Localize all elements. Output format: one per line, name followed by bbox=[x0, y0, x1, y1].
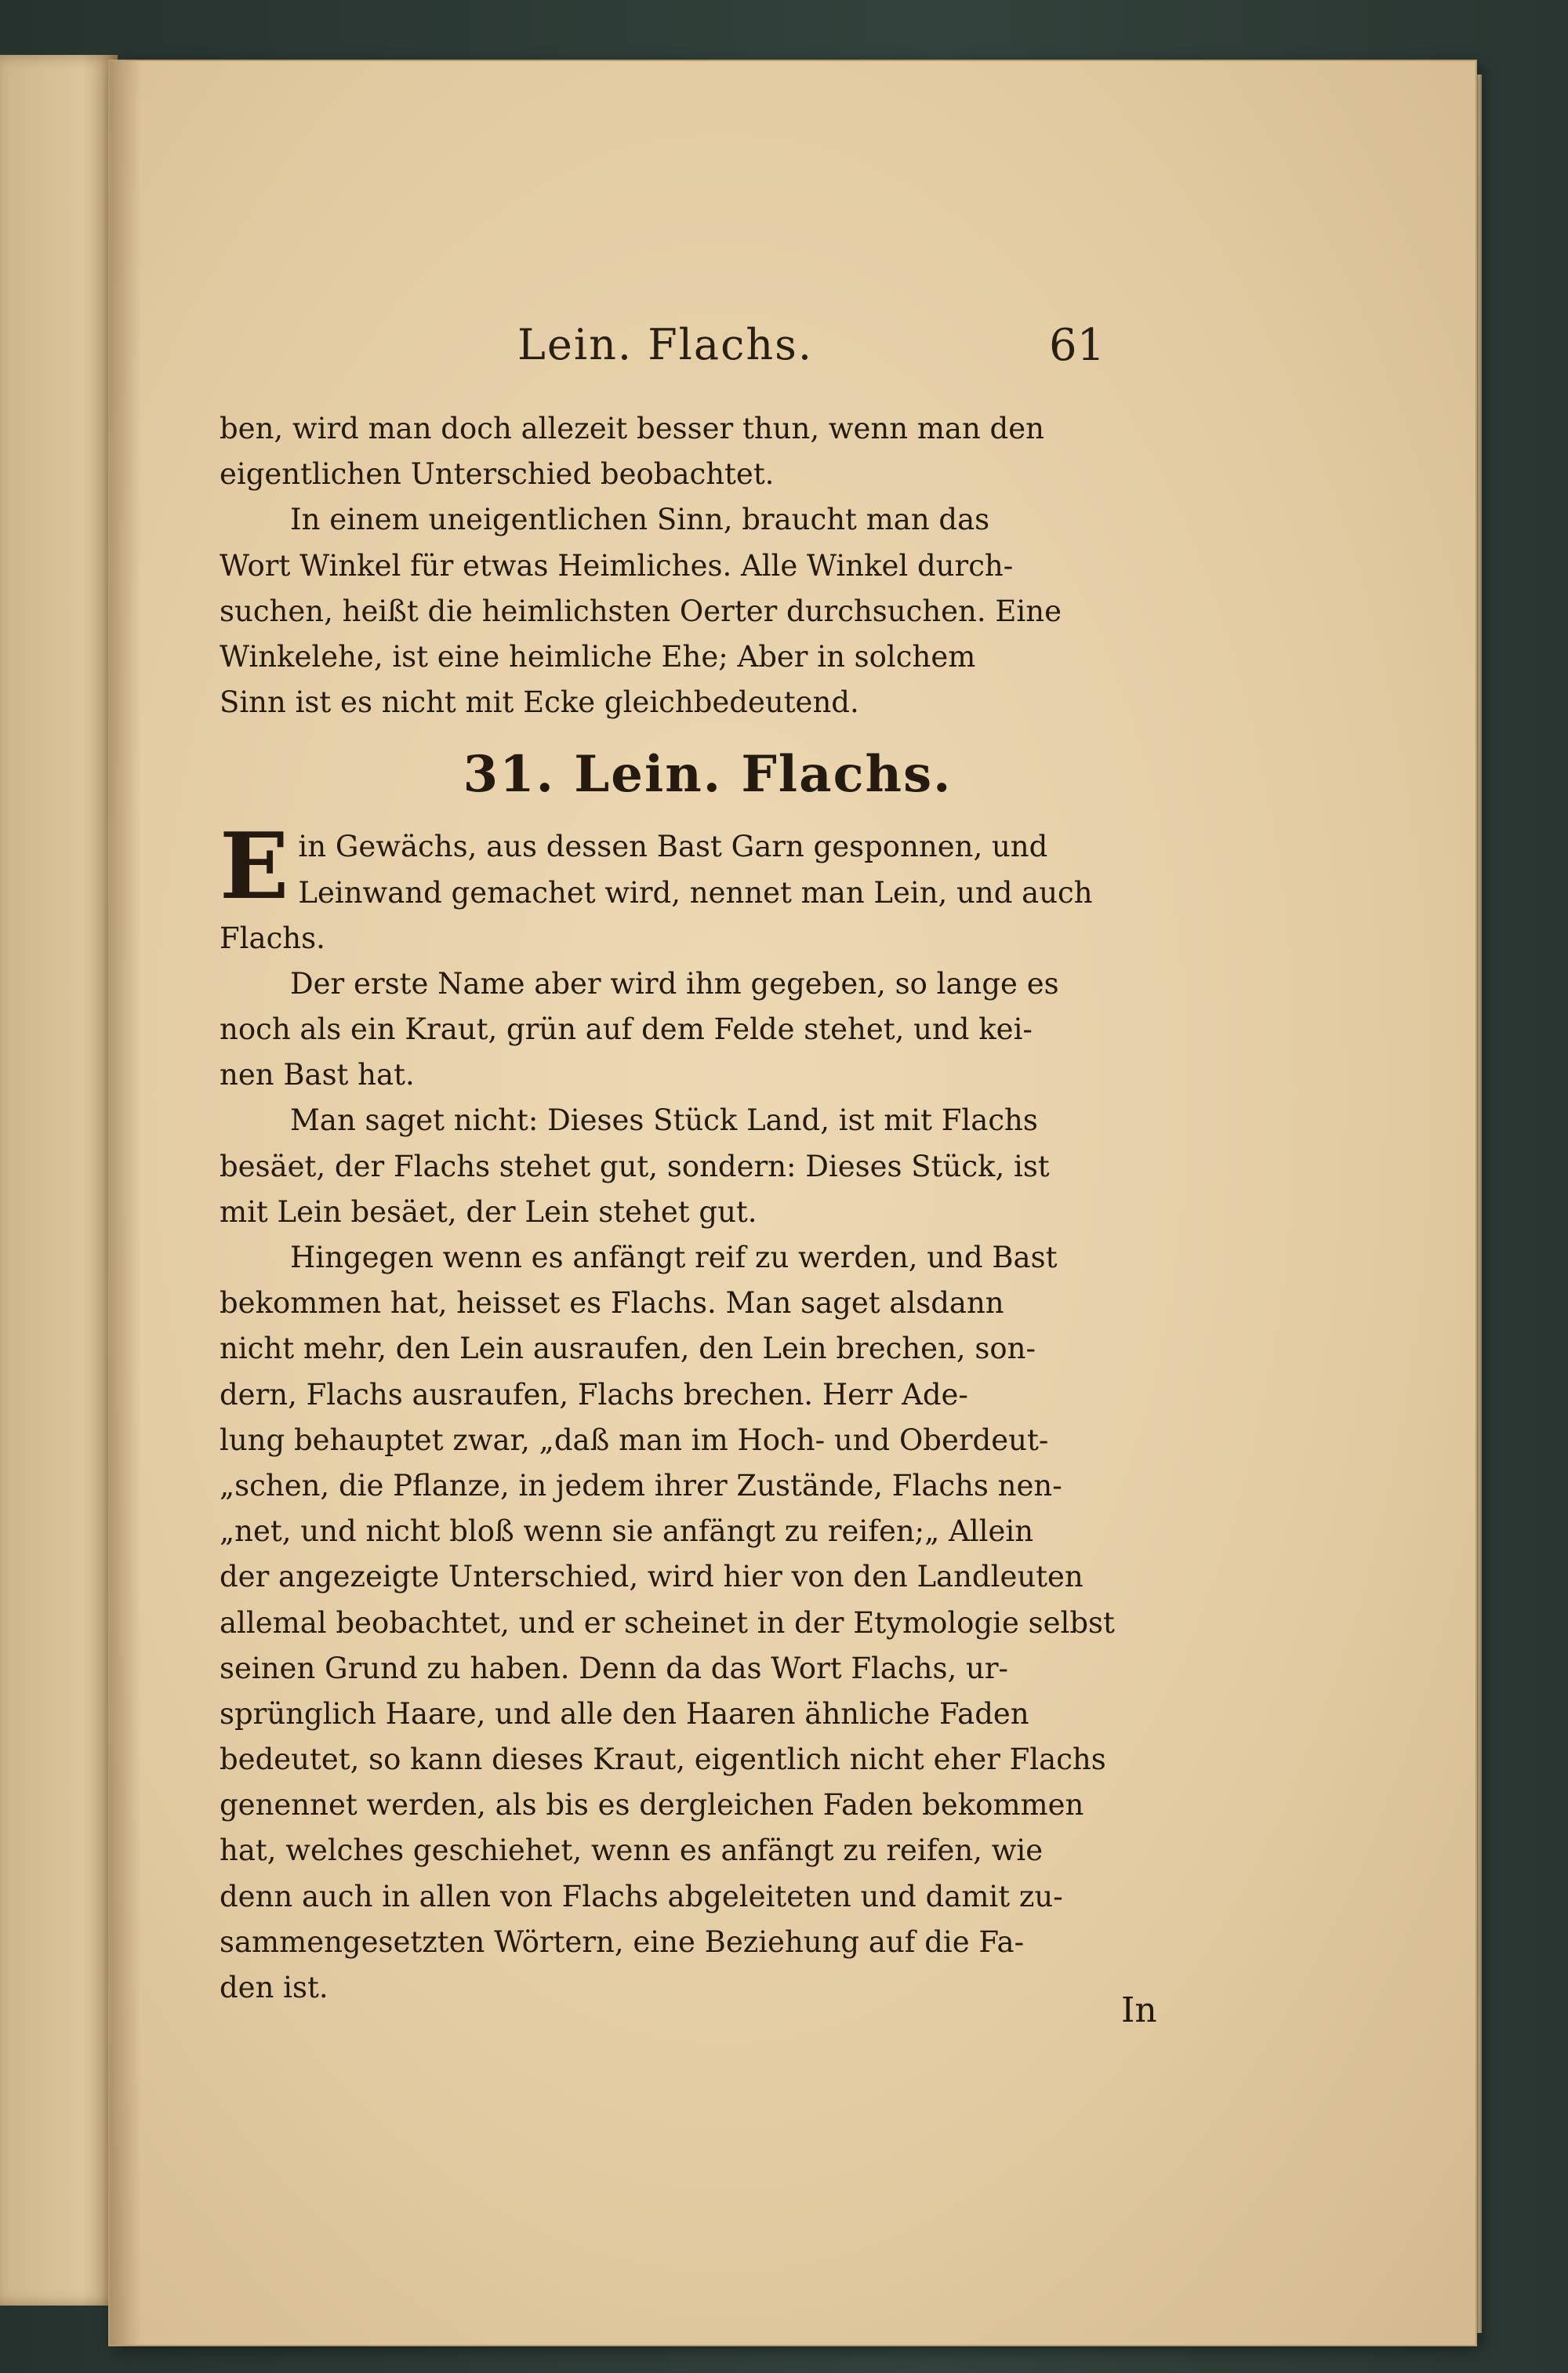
text-line: seinen Grund zu haben. Denn da das Wort Flachs, ur- bbox=[220, 1651, 1009, 1685]
page-number: 61 bbox=[1049, 320, 1105, 371]
text-line: dern, Flachs ausraufen, Flachs brechen. Herr Ade- bbox=[220, 1377, 968, 1412]
catchword: In bbox=[1121, 1990, 1157, 2030]
text-line: denn auch in allen von Flachs abgeleiteten und damit zu- bbox=[220, 1879, 1063, 1913]
text-line: allemal beobachtet, und er scheinet in der Etymologie selbst bbox=[220, 1605, 1115, 1640]
text-line: in Gewächs, aus dessen Bast Garn gesponnen, und bbox=[298, 830, 1048, 864]
text-line: suchen, heißt die heimlichsten Oerter durchsuchen. Eine bbox=[220, 594, 1062, 628]
text-line: besäet, der Flachs stehet gut, sondern: Dieses Stück, ist bbox=[220, 1149, 1050, 1183]
first-paragraph bbox=[220, 813, 1196, 961]
section-heading: 31. Lein. Flachs. bbox=[463, 745, 953, 805]
text-line: noch als ein Kraut, grün auf dem Felde stehet, und kei- bbox=[220, 1012, 1033, 1047]
text-line: hat, welches geschiehet, wenn es anfängt zu reifen, wie bbox=[220, 1833, 1044, 1868]
running-head: Lein. Flachs. bbox=[517, 320, 814, 369]
text-line: Man saget nicht: Dieses Stück Land, ist mit Flachs bbox=[290, 1103, 1038, 1138]
text-line: lung behauptet zwar, „daß man im Hoch- und Oberdeut- bbox=[220, 1423, 1049, 1457]
body-text bbox=[220, 406, 1196, 2011]
text-line: den ist. bbox=[220, 1971, 328, 2004]
text-line: eigentlichen Unterschied beobachtet. bbox=[220, 457, 775, 492]
text-line: nen Bast hat. bbox=[220, 1058, 415, 1092]
drop-cap: E bbox=[220, 813, 289, 921]
text-line: bekommen hat, heisset es Flachs. Man saget alsdann bbox=[220, 1286, 1004, 1321]
text-line: Der erste Name aber wird ihm gegeben, so lange es bbox=[290, 966, 1059, 1001]
text-line: Hingegen wenn es anfängt reif zu werden, und Bast bbox=[290, 1241, 1058, 1274]
page-header bbox=[110, 320, 1475, 375]
book-page bbox=[110, 61, 1475, 2345]
text-line: „schen, die Pflanze, in jedem ihrer Zustände, Flachs nen- bbox=[220, 1468, 1062, 1503]
text-line: ben, wird man doch allezeit besser thun, wenn man den bbox=[220, 412, 1044, 445]
text-line: Sinn ist es nicht mit Ecke gleichbedeutend. bbox=[220, 685, 859, 720]
text-line: sammengesetzten Wörtern, eine Beziehung auf die Fa- bbox=[220, 1924, 1025, 1959]
text-line: Winkelehe, ist eine heimliche Ehe; Aber in solchem bbox=[220, 639, 976, 674]
text-line: sprünglich Haare, und alle den Haaren ähnliche Faden bbox=[220, 1696, 1029, 1731]
text-line: In einem uneigentlichen Sinn, braucht man das bbox=[290, 503, 990, 537]
text-line: Flachs. bbox=[220, 921, 325, 955]
text-line: „net, und nicht bloß wenn sie anfängt zu reifen;„ Allein bbox=[220, 1514, 1034, 1549]
text-line: mit Lein besäet, der Lein stehet gut. bbox=[220, 1194, 757, 1229]
text-line: Wort Winkel für etwas Heimliches. Alle Winkel durch- bbox=[220, 548, 1014, 583]
text-line: nicht mehr, den Lein ausraufen, den Lein brechen, son- bbox=[220, 1332, 1036, 1366]
text-line: genennet werden, als bis es dergleichen Faden bekommen bbox=[220, 1788, 1084, 1822]
text-line: bedeutet, so kann dieses Kraut, eigentlich nicht eher Flachs bbox=[220, 1743, 1106, 1777]
gutter-shadow bbox=[110, 61, 141, 2345]
text-line: der angezeigte Unterschied, wird hier von den Landleuten bbox=[220, 1560, 1083, 1594]
text-line: Leinwand gemachet wird, nennet man Lein, und auch bbox=[298, 875, 1093, 910]
facing-page-edge bbox=[0, 55, 118, 2306]
